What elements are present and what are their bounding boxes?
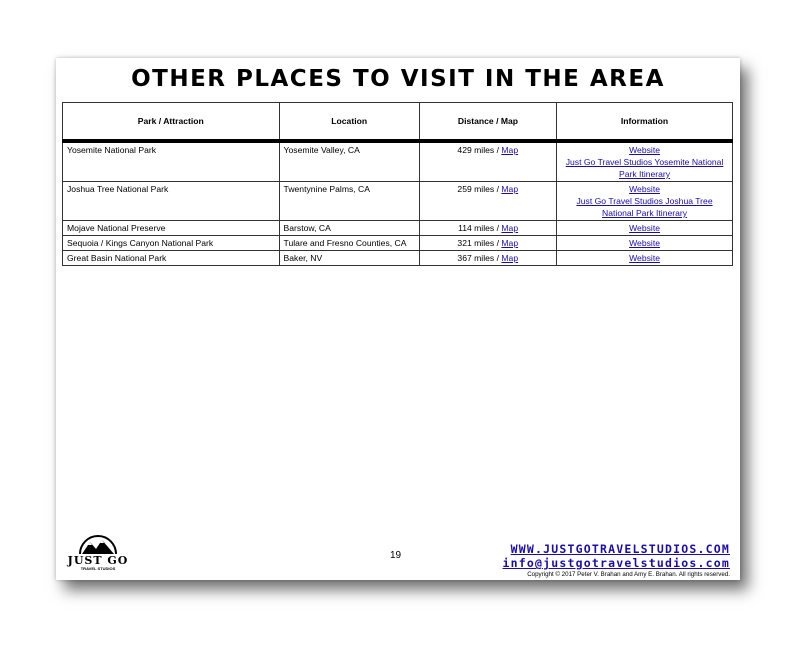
- park-name: Yosemite National Park: [63, 141, 280, 182]
- park-distance: [419, 182, 556, 221]
- table-row: [63, 221, 733, 236]
- table-row: [63, 182, 733, 221]
- park-name: Mojave National Preserve: [63, 221, 280, 236]
- park-name: Joshua Tree National Park: [63, 182, 280, 221]
- distance-text: 259 miles /: [457, 184, 499, 194]
- document-page: [56, 58, 740, 580]
- park-information: [557, 236, 733, 251]
- copyright-text: Copyright © 2017 Peter V. Brahan and Amy E. Brahan. All rights reserved.: [527, 571, 730, 578]
- logo-subtext: TRAVEL STUDIOS: [80, 566, 116, 571]
- park-location: Baker, NV: [279, 251, 419, 266]
- footer-contact: [503, 542, 730, 578]
- park-information: [557, 251, 733, 266]
- park-distance: [419, 141, 556, 182]
- header-distance: Distance / Map: [419, 103, 556, 142]
- header-location: Location: [279, 103, 419, 142]
- park-name: Great Basin National Park: [63, 251, 280, 266]
- website-link[interactable]: Website: [629, 223, 660, 233]
- places-table: [62, 102, 733, 266]
- distance-text: 321 miles /: [457, 238, 499, 248]
- itinerary-link[interactable]: Just Go Travel Studios Yosemite National Park Itinerary: [565, 157, 724, 179]
- map-link[interactable]: Map: [501, 253, 519, 263]
- map-link[interactable]: Map: [501, 223, 519, 233]
- website-link[interactable]: Website: [629, 184, 660, 194]
- header-information: Information: [557, 103, 733, 142]
- table-row: [63, 236, 733, 251]
- park-distance: [419, 251, 556, 266]
- park-location: Barstow, CA: [279, 221, 419, 236]
- distance-text: 429 miles /: [457, 145, 499, 155]
- mountain-logo-icon: [66, 532, 130, 556]
- website-url-link[interactable]: WWW.JUSTGOTRAVELSTUDIOS.COM: [510, 542, 730, 556]
- distance-text: 367 miles /: [457, 253, 499, 263]
- park-name: Sequoia / Kings Canyon National Park: [63, 236, 280, 251]
- website-link[interactable]: Website: [629, 253, 660, 263]
- park-distance: [419, 236, 556, 251]
- distance-text: 114 miles /: [458, 223, 499, 233]
- park-location: Yosemite Valley, CA: [279, 141, 419, 182]
- website-link[interactable]: Website: [629, 145, 660, 155]
- map-link[interactable]: Map: [501, 238, 519, 248]
- park-information: [557, 221, 733, 236]
- map-link[interactable]: Map: [501, 184, 519, 194]
- table-row: [63, 141, 733, 182]
- park-information: [557, 182, 733, 221]
- park-location: Twentynine Palms, CA: [279, 182, 419, 221]
- map-link[interactable]: Map: [501, 145, 519, 155]
- itinerary-link[interactable]: Just Go Travel Studios Joshua Tree National Park Itinerary: [576, 196, 713, 218]
- table-header-row: [63, 103, 733, 142]
- website-link[interactable]: Website: [629, 238, 660, 248]
- logo-text: JUST GO: [67, 554, 129, 567]
- park-information: [557, 141, 733, 182]
- park-location: Tulare and Fresno Counties, CA: [279, 236, 419, 251]
- park-distance: [419, 221, 556, 236]
- page-number: 19: [390, 550, 402, 561]
- header-park: Park / Attraction: [63, 103, 280, 142]
- table-row: [63, 251, 733, 266]
- email-link[interactable]: info@justgotravelstudios.com: [502, 556, 730, 570]
- page-title: OTHER PLACES TO VISIT IN THE AREA: [131, 66, 665, 92]
- just-go-logo: [66, 532, 130, 572]
